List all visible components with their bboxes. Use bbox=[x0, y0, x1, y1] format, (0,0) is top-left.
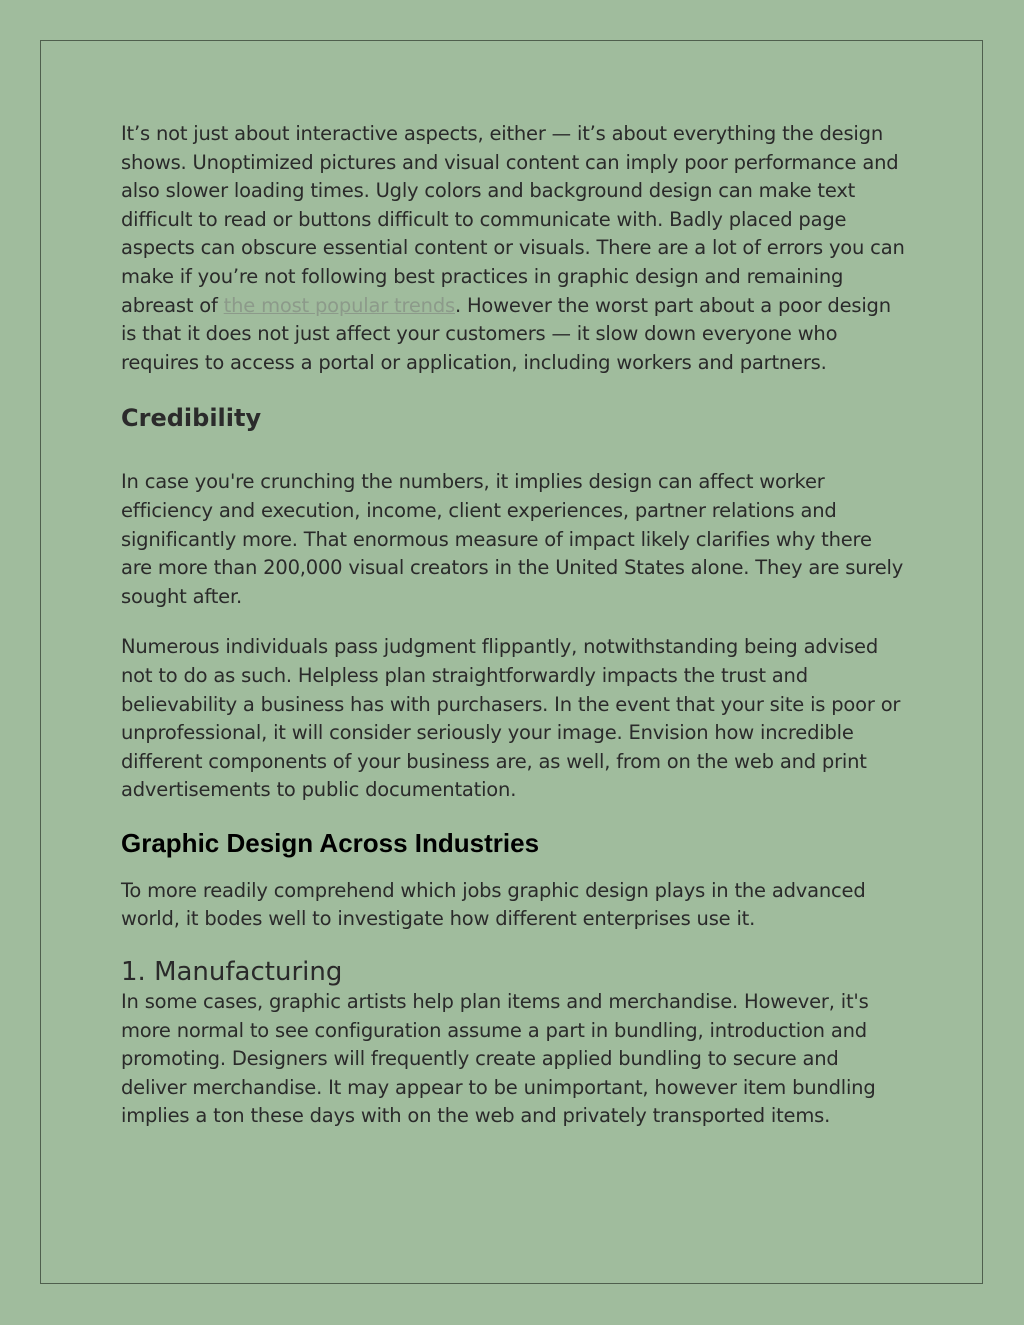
paragraph-design-aspects bbox=[121, 120, 906, 377]
heading-manufacturing: 1. Manufacturing bbox=[121, 957, 343, 988]
paragraph-crunching-numbers: In case you're crunching the numbers, it implies design can affect worker efficiency and execution, income, client experiences, partner relations and significantly more. That enormous measure of impact likely clarifies why there are more than 200,000 visual creators in the United States alone. They are surely sought after. bbox=[121, 470, 904, 608]
heading-credibility: Credibility bbox=[121, 404, 262, 433]
document-body bbox=[121, 120, 906, 1131]
paragraph-industries-intro: To more readily comprehend which jobs graphic design plays in the advanced world, it bodes well to investigate how different enterprises use it. bbox=[121, 878, 866, 931]
paragraph-manufacturing: In some cases, graphic artists help plan items and merchandise. However, it's more normal to see configuration assume a part in bundling, introduction and promoting. Designers will frequently create applied bundling to secure and deliver merchandise. It may appear to be unimportant, however item bundling implies a ton these days with on the web and privately transported items. bbox=[121, 990, 876, 1128]
heading-graphic-design-across-industries: Graphic Design Across Industries bbox=[121, 827, 540, 858]
paragraph-text: It’s not just about interactive aspects, either — it’s about everything the design shows. Unoptimized pictures and visual content can imply poor performance and also slower loading times. Ugly colors and background design can make text difficult to read or buttons difficult to communicate with. Badly placed page aspects can obscure essential content or visuals. There are a lot of errors you can make if you’re not following best practices in graphic design and remaining abreast of bbox=[121, 122, 905, 317]
paragraph-judgment: Numerous individuals pass judgment flippantly, notwithstanding being advised not to do as such. Helpless plan straightforwardly impacts the trust and believability a business has with purchasers. In the event that your site is poor or unprofessional, it will consider seriously your image. Envision how incredible different components of your business are, as well, from on the web and print advertisements to public documentation. bbox=[121, 635, 901, 802]
popular-trends-link[interactable]: the most popular trends bbox=[223, 293, 455, 317]
paragraph-text: . However the worst part about a poor design is that it does not just affect your customers — it slow down everyone who requires to access a portal or application, including workers and partners. bbox=[121, 293, 891, 374]
